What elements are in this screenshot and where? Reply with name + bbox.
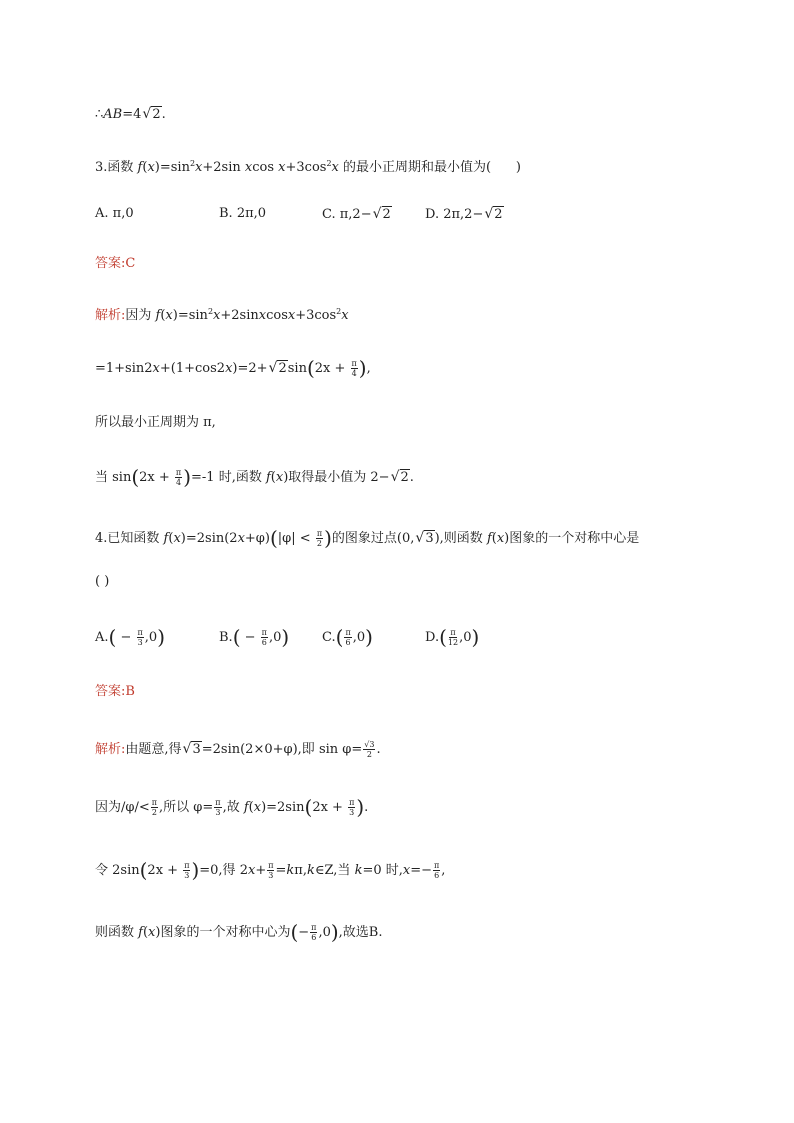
q3-option-c: C. π,2−√2: [322, 206, 391, 222]
q4-option-a: A.( − $\frac{\pi}{3}$ ,0): [95, 625, 165, 649]
q4-analysis: 解析:由题意,得√3=2sin(2×0+φ),即 sin φ= $\frac{√3}{2}$ .: [95, 740, 381, 759]
question-4-blank: ( ): [95, 574, 110, 589]
q3-option-b: B. 2π,0: [219, 206, 267, 221]
q4-answer: 答案:B: [95, 684, 135, 699]
q4-step-2: 令 2sin(2x + $\frac{\pi}{3}$ )=0,得 2x+ $\frac{\pi}{3}$ =kπ,k∈Z,当 k=0 时,x=− $\frac{\pi}{6}$ ,: [95, 858, 446, 882]
q3-answer: 答案:C: [95, 256, 136, 271]
q4-option-c: C.( $\frac{\pi}{6}$ ,0): [322, 625, 373, 649]
q4-step-1: 因为/φ/< $\frac{\pi}{2}$ ,所以 φ= $\frac{\pi}{3}$ ,故 f(x)=2sin(2x + $\frac{\pi}{3}$ ).: [95, 795, 369, 819]
q3-step-2: 所以最小正周期为 π,: [95, 415, 216, 430]
q4-option-d: D.( $\frac{\pi}{12}$ ,0): [425, 625, 480, 649]
q4-step-3: 则函数 f(x)图象的一个对称中心为(− $\frac{\pi}{6}$ ,0),故选B.: [95, 920, 383, 944]
q3-option-d: D. 2π,2−√2: [425, 206, 503, 222]
q4-option-b: B.( − $\frac{\pi}{6}$ ,0): [219, 625, 290, 649]
q3-option-a: A. π,0: [95, 206, 134, 221]
q3-step-3: 当 sin(2x + $\frac{\pi}{4}$ )=-1 时,函数 f(x)取得最小值为 2−√2.: [95, 465, 414, 489]
q3-analysis: 解析:因为 $f(x)=\sin^2x+2sinxcosx+3\cos^2x$: [95, 307, 349, 323]
analysis-label: 解析:: [95, 308, 126, 323]
analysis-label: 解析:: [95, 742, 126, 757]
question-3: 3.函数 $f(x)=\sin^2x+2\sin$ xcos $x+3\cos^2x$ 的最小正周期和最小值为( ): [95, 159, 521, 175]
q3-step-1: =1+sin2x+(1+cos2x)=2+√2sin(2x + $\frac{\pi}{4}$ ),: [95, 356, 371, 380]
question-4: 4.已知函数 f(x)=2sin(2x+φ)(|φ| < $\frac{\pi}{2}$ )的图象过点(0,√3),则函数 f(x)图象的一个对称中心是: [95, 526, 640, 550]
text-line-ab: ∴AB=4√2.: [95, 106, 166, 122]
